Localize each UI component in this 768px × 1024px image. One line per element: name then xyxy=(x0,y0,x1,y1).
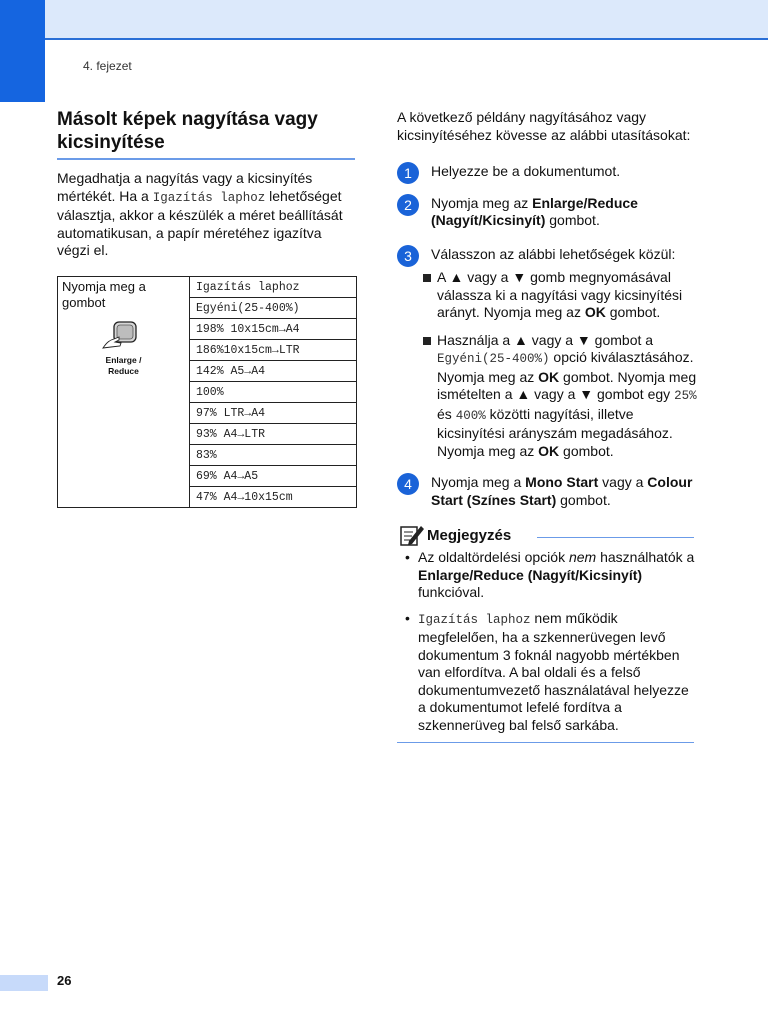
note-bullet-2 xyxy=(397,610,697,735)
intro-text-1: Megadhatja a nagyítás vagy a kicsinyítés mértékét. Ha a xyxy=(57,170,313,204)
table-option: 198% 10x15cm→A4 xyxy=(190,319,357,340)
intro-paragraph xyxy=(57,170,355,260)
page-number-bar xyxy=(0,975,48,991)
title-rule xyxy=(57,158,355,160)
sub1-ok: OK xyxy=(584,304,606,320)
sub2-text-c: gombot. Nyomja meg ismételten a ▲ vagy a ▼ gombot egy xyxy=(437,368,697,402)
bullet-dot-icon: • xyxy=(405,549,410,565)
step-4 xyxy=(397,474,697,509)
table-left-text: Nyomja meg a gombot xyxy=(62,279,146,310)
sub2-text-d: és xyxy=(437,405,456,422)
note-pencil-icon xyxy=(399,523,425,547)
table-option: 93% A4→LTR xyxy=(190,424,357,445)
note-title: Megjegyzés xyxy=(427,527,512,544)
header-band xyxy=(0,0,768,40)
sub2-text-e: közötti nagyítási, illetve kicsinyítési arányszám megadásához. Nyomja meg az xyxy=(437,405,673,459)
step-2 xyxy=(397,195,697,230)
step-4-bold-2: Colour Start (Színes Start) xyxy=(431,474,693,508)
button-label-1: Enlarge / xyxy=(105,354,142,365)
section-title: Másolt képek nagyítása vagy kicsinyítése xyxy=(57,109,318,153)
step-number-3: 3 xyxy=(397,245,419,267)
step-4-mid: vagy a xyxy=(598,474,648,490)
button-icon xyxy=(101,320,147,350)
sub2-text-f: gombot. xyxy=(559,442,614,459)
step-number-4: 4 xyxy=(397,473,419,495)
note1-bold: Enlarge/Reduce (Nagyít/Kicsinyít) xyxy=(418,566,643,583)
sub1-text-b: gombot. xyxy=(605,304,661,320)
chapter-label: 4. fejezet xyxy=(83,59,132,73)
table-option: 69% A4→A5 xyxy=(190,466,357,487)
step-1-text: Helyezze be a dokumentumot. xyxy=(431,163,621,179)
note-bullet-1 xyxy=(397,549,697,602)
note1-text-b: használhatók a xyxy=(596,549,695,565)
table-option: 97% LTR→A4 xyxy=(190,403,357,424)
step-4-post: gombot. xyxy=(556,491,611,508)
button-label-2: Reduce xyxy=(108,365,139,376)
sub2-text-b: opció kiválasztásához. Nyomja meg az xyxy=(437,349,694,385)
bullet-dot-icon: • xyxy=(405,609,410,626)
step-number-2: 2 xyxy=(397,194,419,216)
sub2-ok-1: OK xyxy=(538,368,560,385)
step-2-bold: Enlarge/Reduce (Nagyít/Kicsinyít) xyxy=(431,194,638,228)
step-3-option-1 xyxy=(417,269,697,322)
note-end-rule xyxy=(397,742,694,743)
sub2-mono-1: Egyéni(25-400%) xyxy=(437,352,550,366)
table-option: 142% A5→A4 xyxy=(190,361,357,382)
step-1 xyxy=(397,163,697,181)
step-3-option-2 xyxy=(417,332,697,461)
note-title-rule xyxy=(537,537,694,538)
step-3 xyxy=(397,246,697,264)
intro-mono: Igazítás laphoz xyxy=(152,190,266,205)
intro-text-2: lehetőséget választja, akkor a készülék a méret beállítását automatikusan, a papír méretéhez igazítva végzi el. xyxy=(57,187,343,258)
enlarge-reduce-button-illustration xyxy=(62,320,185,376)
step-4-bold-1: Mono Start xyxy=(525,474,599,490)
table-option: Igazítás laphoz xyxy=(190,277,357,298)
chapter-tab xyxy=(0,0,45,102)
step-2-pre: Nyomja meg az xyxy=(431,194,533,211)
note1-text-c: funkcióval. xyxy=(418,584,485,600)
sub2-mono-2: 25% xyxy=(674,389,697,403)
options-table xyxy=(57,276,357,508)
step-4-pre: Nyomja meg a xyxy=(431,474,526,490)
square-bullet-icon xyxy=(423,274,431,282)
table-option: 100% xyxy=(190,382,357,403)
instructions-column xyxy=(397,109,697,743)
table-option: Egyéni(25-400%) xyxy=(190,298,357,319)
note1-text-a: Az oldaltördelési opciók xyxy=(418,549,569,565)
note1-emphasis: nem xyxy=(568,549,597,565)
square-bullet-icon xyxy=(423,337,431,345)
step-number-1: 1 xyxy=(397,162,419,184)
step-3-text: Válasszon az alábbi lehetőségek közül: xyxy=(431,245,676,262)
table-option: 47% A4→10x15cm xyxy=(190,487,357,508)
table-left-cell xyxy=(58,277,190,508)
sub2-ok-2: OK xyxy=(538,442,560,459)
sub1-text-a: A ▲ vagy a ▼ gomb megnyomásával válassza ki a nagyítási vagy kicsinyítési arányt. Nyomja meg az xyxy=(437,269,683,320)
page-number: 26 xyxy=(57,973,72,988)
table-option: 186%10x15cm→LTR xyxy=(190,340,357,361)
sub2-mono-3: 400% xyxy=(455,408,486,423)
instructions-intro: A következő példány nagyításához vagy kicsinyítéséhez kövesse az alábbi utasításokat: xyxy=(397,109,691,143)
note2-text: nem működik megfelelően, ha a szkennerüvegen levő dokumentum 3 foknál nagyobb mértékben van elfordítva. A bal oldali és a felső dokumentumvezető használatával helyezze a dokumentumot lefelé fordítva a szkennerüveg bal felső sarkába. xyxy=(418,609,689,733)
note-header xyxy=(397,523,697,549)
table-option: 83% xyxy=(190,445,357,466)
note2-mono: Igazítás laphoz xyxy=(418,612,531,627)
step-2-post: gombot. xyxy=(545,212,600,228)
sub2-text-a: Használja a ▲ vagy a ▼ gombot a xyxy=(437,331,654,348)
